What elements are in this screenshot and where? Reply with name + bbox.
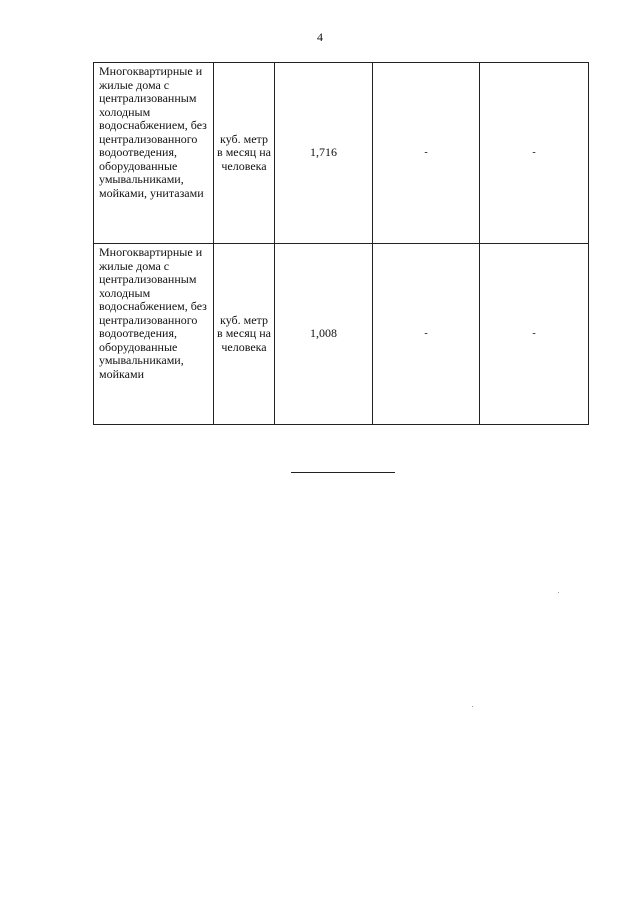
unit-cell: куб. метр в месяц на человека bbox=[214, 244, 275, 425]
building-type-cell: Многоквартирные и жилые дома с централизованным холодным водоснабжением, без централизованного водоотведения, оборудованные умывальниками, мойками bbox=[94, 244, 214, 425]
table-row bbox=[94, 244, 589, 425]
page-number: 4 bbox=[317, 30, 323, 44]
dash-cell: - bbox=[480, 244, 589, 425]
scan-speck bbox=[472, 706, 473, 707]
table-row bbox=[94, 63, 589, 244]
norm-value-cell: 1,008 bbox=[275, 244, 373, 425]
dash-cell: - bbox=[480, 63, 589, 244]
unit-cell: куб. метр в месяц на человека bbox=[214, 63, 275, 244]
end-separator-line bbox=[291, 472, 395, 473]
dash-cell: - bbox=[373, 244, 480, 425]
norm-value-cell: 1,716 bbox=[275, 63, 373, 244]
building-type-cell: Многоквартирные и жилые дома с централизованным холодным водоснабжением, без централизованного водоотведения, оборудованные умывальниками, мойками, унитазами bbox=[94, 63, 214, 244]
dash-cell: - bbox=[373, 63, 480, 244]
norms-table bbox=[93, 62, 589, 425]
scan-speck bbox=[558, 592, 559, 593]
